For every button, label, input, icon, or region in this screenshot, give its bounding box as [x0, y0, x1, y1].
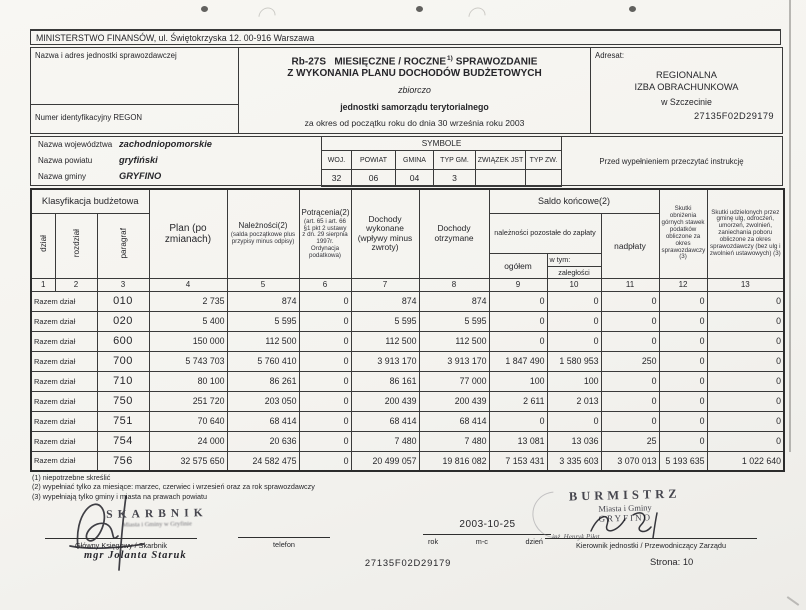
col-number: 10 — [547, 278, 601, 291]
col-number: 11 — [601, 278, 659, 291]
header-potracenia-title: Potrącenia(2) — [301, 207, 350, 217]
addressee-line: w Szczecinie — [661, 97, 712, 107]
cell-skutki1: 0 — [659, 411, 707, 431]
instruction-note: Przed wypełnieniem przeczytać instrukcję — [599, 156, 744, 166]
cell-nadplaty: 0 — [601, 331, 659, 351]
cell-plan: 32 575 650 — [149, 451, 227, 471]
stamp-skarbnik-title: SKARBNIK — [106, 507, 208, 521]
addressee-line: IZBA OBRACHUNKOWA — [634, 81, 739, 92]
report-title-line2: Z WYKONANIA PLANU DOCHODÓW BUDŻETOWYCH — [287, 68, 542, 80]
region-value: zachodniopomorskie — [119, 139, 212, 149]
cell-skutki2: 0 — [707, 391, 784, 411]
cell-ogolem: 0 — [489, 291, 547, 311]
cell-potracenia: 0 — [299, 431, 351, 451]
cell-plan: 80 100 — [149, 371, 227, 391]
table-row — [31, 371, 784, 391]
cell-ogolem: 1 847 490 — [489, 351, 547, 371]
addressee-box — [591, 48, 782, 133]
addressee-label: Adresat: — [595, 51, 625, 60]
cell-nadplaty: 0 — [601, 371, 659, 391]
cell-skutki1: 5 193 635 — [659, 451, 707, 471]
cell-skutki1: 0 — [659, 371, 707, 391]
symbol-col-header: TYP GM. — [434, 151, 476, 170]
cell-naleznosci: 24 582 475 — [227, 451, 299, 471]
table-row — [31, 451, 784, 471]
main-table — [30, 188, 785, 472]
cell-wykonane: 874 — [351, 291, 419, 311]
report-subtitle-zbiorczo: zbiorczo — [398, 85, 431, 96]
cell-naleznosci: 5 595 — [227, 311, 299, 331]
symbol-col-header: ZWIĄZEK JST — [476, 151, 526, 170]
scan-corner-artifact — [787, 596, 800, 606]
cell-wykonane: 7 480 — [351, 431, 419, 451]
regon-row — [31, 104, 238, 133]
header-skutki-obnizenia: Skutki obniżenia górnych stawek podatków obliczone za okres sprawozdawczy (3) — [659, 189, 707, 278]
cell-ogolem: 2 611 — [489, 391, 547, 411]
row-label: Razem dział — [31, 291, 97, 311]
date-line — [423, 534, 551, 535]
row-code: 751 — [97, 411, 149, 431]
cell-ogolem: 100 — [489, 371, 547, 391]
cell-otrzymane: 7 480 — [419, 431, 489, 451]
punch-hole — [201, 6, 208, 12]
cell-skutki2: 0 — [707, 371, 784, 391]
row-label: Razem dział — [31, 431, 97, 451]
symbol-col-header: GMINA — [396, 151, 434, 170]
unit-label: Nazwa i adres jednostki sprawozdawczej — [35, 51, 177, 60]
col-number: 6 — [299, 278, 351, 291]
cell-plan: 251 720 — [149, 391, 227, 411]
main-table-body — [31, 291, 784, 471]
cell-wykonane: 86 161 — [351, 371, 419, 391]
row-label: Razem dział — [31, 391, 97, 411]
row-label: Razem dział — [31, 451, 97, 471]
region-value: gryfiński — [119, 155, 158, 165]
cell-nadplaty: 0 — [601, 391, 659, 411]
header-skutki-ulg: Skutki udzielonych przez gminę ulg, odroczeń, umorzeń, zwolnień, zaniechania poboru obliczone za okres sprawozdawczy (bez ulg i zwolnień ustawowych) (3) — [707, 189, 784, 278]
header-dzial: dział — [31, 213, 55, 278]
cell-ogolem: 13 081 — [489, 431, 547, 451]
symbol-value — [526, 170, 562, 187]
header-w-tym: w tym: — [547, 253, 601, 266]
symbol-value: 06 — [352, 170, 396, 187]
stamp-burmistrz-line3: GRYFINO — [598, 512, 653, 524]
report-title-suffix: SPRAWOZDANIE — [455, 56, 538, 68]
cell-naleznosci: 203 050 — [227, 391, 299, 411]
row-code: 710 — [97, 371, 149, 391]
cell-wykonane: 200 439 — [351, 391, 419, 411]
footnote: (3) wypełniają tylko gminy i miasta na prawach powiatu — [32, 491, 207, 501]
symbol-value: 32 — [322, 170, 352, 187]
cell-naleznosci: 874 — [227, 291, 299, 311]
cell-skutki2: 0 — [707, 311, 784, 331]
header-potracenia — [299, 189, 351, 278]
report-date: 2003-10-25 — [459, 519, 516, 530]
header-plan: Plan (po zmianach) — [149, 189, 227, 278]
cell-otrzymane: 77 000 — [419, 371, 489, 391]
cell-plan: 150 000 — [149, 331, 227, 351]
cell-ogolem: 0 — [489, 411, 547, 431]
cell-plan: 24 000 — [149, 431, 227, 451]
cell-potracenia: 0 — [299, 291, 351, 311]
cell-skutki2: 0 — [707, 331, 784, 351]
header-zaleglosci: zaległości — [547, 266, 601, 278]
cell-skutki1: 0 — [659, 431, 707, 451]
cell-nadplaty: 3 070 013 — [601, 451, 659, 471]
cell-skutki2: 0 — [707, 351, 784, 371]
symbol-value — [476, 170, 526, 187]
report-subtitle-jst: jednostki samorządu terytorialnego — [340, 102, 489, 113]
row-code: 756 — [97, 451, 149, 471]
cell-skutki2: 0 — [707, 431, 784, 451]
cell-potracenia: 0 — [299, 351, 351, 371]
punch-hole-shadow — [255, 4, 279, 28]
cell-naleznosci: 112 500 — [227, 331, 299, 351]
cell-plan: 2 735 — [149, 291, 227, 311]
cell-potracenia: 0 — [299, 411, 351, 431]
stamp-burmistrz-title: BURMISTRZ — [568, 486, 681, 504]
stamp-skarbnik-subtitle: Miasta i Gminy w Gryfinie — [122, 520, 192, 529]
cell-wykonane: 5 595 — [351, 311, 419, 331]
scan-edge-artifact — [789, 0, 791, 452]
region-label: Nazwa gminy — [38, 172, 87, 181]
row-code: 754 — [97, 431, 149, 451]
row-code: 750 — [97, 391, 149, 411]
table-row — [31, 291, 784, 311]
ministry-header: MINISTERSTWO FINANSÓW, ul. Świętokrzyska 12. 00-916 Warszawa — [30, 29, 781, 45]
cell-ogolem: 7 153 431 — [489, 451, 547, 471]
col-number: 8 — [419, 278, 489, 291]
report-title-footnote-ref: 1) — [447, 55, 453, 62]
cell-skutki2: 0 — [707, 411, 784, 431]
cell-potracenia: 0 — [299, 331, 351, 351]
cell-potracenia: 0 — [299, 391, 351, 411]
right-signature-label: Kierownik jednostki / Przewodniczący Zarządu — [575, 541, 727, 550]
cell-zaleglosci: 0 — [547, 411, 601, 431]
report-title-prefix: Rb-27S MIESIĘCZNE / ROCZNE — [291, 56, 446, 68]
addressee-line: REGIONALNA — [656, 70, 717, 80]
cell-ogolem: 0 — [489, 331, 547, 351]
cell-zaleglosci: 100 — [547, 371, 601, 391]
header-potracenia-sub: (art. 65 i art. 66 §1 pkt 2 ustawy z dn. 29 sierpnia 1997r. Ordynacja podatkowa) — [302, 217, 348, 259]
punch-hole — [416, 6, 423, 12]
row-label: Razem dział — [31, 331, 97, 351]
symbol-value: 3 — [434, 170, 476, 187]
cell-nadplaty: 0 — [601, 291, 659, 311]
cell-nadplaty: 0 — [601, 411, 659, 431]
cell-zaleglosci: 13 036 — [547, 431, 601, 451]
row-label: Razem dział — [31, 311, 97, 331]
report-header — [30, 47, 783, 134]
symbol-col-header: WOJ. — [322, 151, 352, 170]
header-naleznosci-sub: (salda początkowe plus przypisy minus odpisy) — [230, 231, 296, 246]
col-number: 9 — [489, 278, 547, 291]
table-row — [31, 331, 784, 351]
cell-zaleglosci: 3 335 603 — [547, 451, 601, 471]
cell-naleznosci: 5 760 410 — [227, 351, 299, 371]
cell-potracenia: 0 — [299, 311, 351, 331]
cell-zaleglosci: 1 580 953 — [547, 351, 601, 371]
cell-zaleglosci: 0 — [547, 291, 601, 311]
cell-skutki2: 1 022 640 — [707, 451, 784, 471]
stamp-burmistrz-line2: Miasta i Gminy — [598, 502, 652, 514]
table-row — [31, 391, 784, 411]
cell-otrzymane: 112 500 — [419, 331, 489, 351]
cell-otrzymane: 68 414 — [419, 411, 489, 431]
cell-naleznosci: 68 414 — [227, 411, 299, 431]
row-code: 010 — [97, 291, 149, 311]
telefon-line — [238, 537, 330, 538]
region-value: GRYFINO — [119, 171, 162, 181]
symbols-title: SYMBOLE — [322, 137, 562, 151]
symbol-value: 04 — [396, 170, 434, 187]
col-number: 5 — [227, 278, 299, 291]
cell-ogolem: 0 — [489, 311, 547, 331]
cell-skutki1: 0 — [659, 291, 707, 311]
header-nadplaty: nadpłaty — [601, 213, 659, 278]
report-title — [239, 55, 590, 67]
date-label-mc: m-c — [475, 537, 488, 546]
table-row — [31, 351, 784, 371]
mayor-name-stamp: inż. Henryk Piłat — [552, 533, 600, 541]
report-period: za okres od początku roku do dnia 30 września roku 2003 — [304, 118, 525, 129]
col-number: 3 — [97, 278, 149, 291]
cell-skutki1: 0 — [659, 351, 707, 371]
row-label: Razem dział — [31, 351, 97, 371]
header-naleznosci-title: Należności(2) — [238, 221, 288, 231]
header-paragraf: paragraf — [97, 213, 149, 278]
header-dochody-otrzymane: Dochody otrzymane — [419, 189, 489, 278]
cell-otrzymane: 200 439 — [419, 391, 489, 411]
row-code: 600 — [97, 331, 149, 351]
regon-label: Numer identyfikacyjny REGON — [35, 113, 143, 122]
region-strip — [30, 136, 783, 186]
cell-plan: 70 640 — [149, 411, 227, 431]
cell-zaleglosci: 0 — [547, 331, 601, 351]
col-number: 4 — [149, 278, 227, 291]
date-label-rok: rok — [428, 537, 439, 546]
cell-zaleglosci: 2 013 — [547, 391, 601, 411]
footnote: (2) wypełniać tylko za miesiące: marzec, czerwiec i wrzesień oraz za rok sprawozdawczy — [32, 482, 315, 492]
cell-plan: 5 743 703 — [149, 351, 227, 371]
col-number: 12 — [659, 278, 707, 291]
table-row — [31, 311, 784, 331]
stamp-skarbnik — [92, 507, 222, 529]
treasurer-name-stamp: mgr Jolanta Staruk — [84, 550, 187, 561]
cell-otrzymane: 3 913 170 — [419, 351, 489, 371]
cell-nadplaty: 0 — [601, 311, 659, 331]
col-number: 13 — [707, 278, 784, 291]
table-row — [31, 411, 784, 431]
cell-skutki2: 0 — [707, 291, 784, 311]
header-rozdzial: rozdział — [55, 213, 97, 278]
row-label: Razem dział — [31, 371, 97, 391]
symbol-col-header: TYP ZW. — [526, 151, 562, 170]
region-label: Nazwa powiatu — [38, 156, 93, 165]
cell-wykonane: 3 913 170 — [351, 351, 419, 371]
punch-hole — [629, 6, 636, 12]
header-saldo-koncowe: Saldo końcowe(2) — [489, 189, 659, 213]
col-number: 1 — [31, 278, 55, 291]
footnote: (1) niepotrzebne skreślić — [32, 473, 111, 482]
page-number: Strona: 10 — [650, 556, 694, 567]
symbol-col-header: POWIAT — [352, 151, 396, 170]
col-number: 7 — [351, 278, 419, 291]
addressee-code: 27135F02D29179 — [693, 111, 774, 121]
punch-hole-shadow — [465, 4, 489, 28]
cell-naleznosci: 20 636 — [227, 431, 299, 451]
cell-wykonane: 20 499 057 — [351, 451, 419, 471]
row-code: 020 — [97, 311, 149, 331]
row-label: Razem dział — [31, 411, 97, 431]
cell-skutki1: 0 — [659, 391, 707, 411]
signature-line-right — [545, 538, 757, 539]
treasurer-signature — [60, 490, 200, 574]
col-number: 2 — [55, 278, 97, 291]
cell-skutki1: 0 — [659, 331, 707, 351]
cell-otrzymane: 19 816 082 — [419, 451, 489, 471]
cell-wykonane: 68 414 — [351, 411, 419, 431]
report-title-box — [239, 48, 591, 133]
left-signature-label: Główny Księgowy / Skarbnik — [74, 541, 168, 550]
row-code: 700 — [97, 351, 149, 371]
symbols-table — [321, 136, 562, 187]
cell-nadplaty: 250 — [601, 351, 659, 371]
table-row — [31, 431, 784, 451]
telefon-label: telefon — [273, 540, 295, 549]
header-ogolem: ogółem — [489, 253, 547, 278]
header-klasyfikacja: Klasyfikacja budżetowa — [31, 189, 149, 213]
cell-naleznosci: 86 261 — [227, 371, 299, 391]
region-label: Nazwa województwa — [38, 140, 113, 149]
cell-potracenia: 0 — [299, 451, 351, 471]
reporting-unit-box — [31, 48, 239, 133]
cell-potracenia: 0 — [299, 371, 351, 391]
header-naleznosci-pozostale: należności pozostałe do zapłaty — [489, 213, 601, 253]
cell-zaleglosci: 0 — [547, 311, 601, 331]
cell-otrzymane: 5 595 — [419, 311, 489, 331]
header-naleznosci — [227, 189, 299, 278]
signature-line-left — [45, 538, 197, 539]
cell-skutki1: 0 — [659, 311, 707, 331]
cell-otrzymane: 874 — [419, 291, 489, 311]
header-dochody-wykonane: Dochody wykonane (wpływy minus zwroty) — [351, 189, 419, 278]
date-label-dzien: dzień — [525, 537, 543, 546]
date-labels — [428, 537, 543, 546]
cell-plan: 5 400 — [149, 311, 227, 331]
report-code: 27135F02D29179 — [364, 557, 452, 568]
cell-wykonane: 112 500 — [351, 331, 419, 351]
cell-nadplaty: 25 — [601, 431, 659, 451]
